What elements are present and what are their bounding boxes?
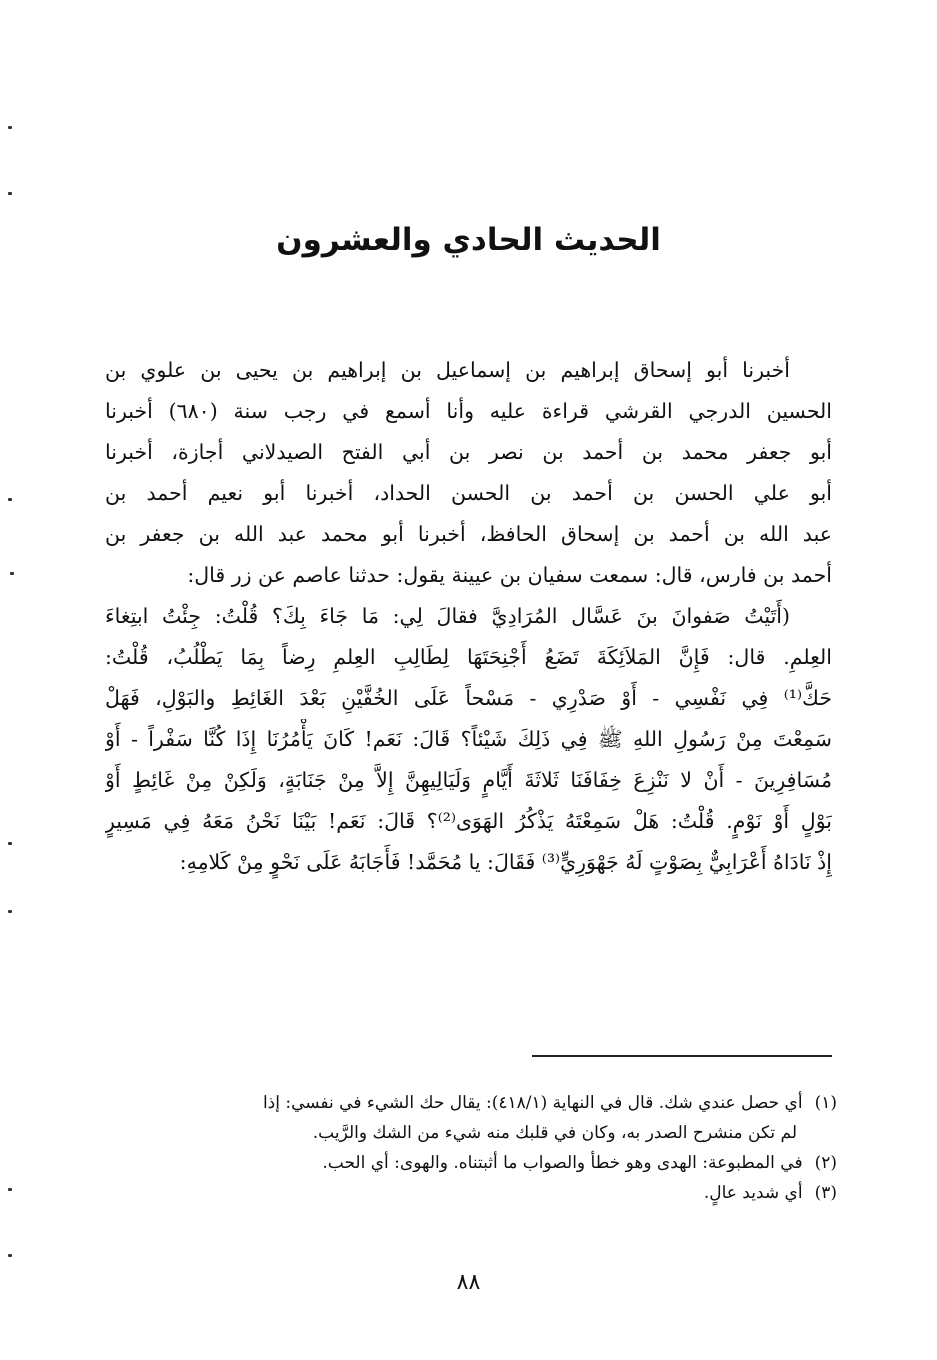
text-line: سَمِعْتَ مِنْ رَسُولِ اللهِ ﷺ فِي ذَلِكَ شَيْئاً؟ قَالَ: نَعَم! كَانَ يَأْمُرُنَا إِذَا كُنَّا سَفْراً - أَوْ: [105, 727, 832, 751]
text-line: حَكَّ⁽¹⁾ فِي نَفْسِي - أَوْ صَدْرِي - مَسْحاً عَلَى الخُفَّيْنِ بَعْدَ الغَائِطِ والبَوْلِ، فَهَلْ: [105, 686, 832, 710]
footnote-text: أي شديد عالٍ.: [703, 1183, 803, 1203]
scan-speck: [8, 842, 12, 845]
text-line: (أَتَيْتُ صَفوانَ بنَ عَسَّال المُرَادِيَّ فقالَ لِي: مَا جَاءَ بِكَ؟ قُلْتُ: جِئْتُ ابتِغاءَ: [105, 604, 790, 628]
footnote-text: في المطبوعة: الهدى وهو خطأ والصواب ما أثبتناه. والهوى: أي الحب.: [322, 1153, 803, 1173]
text-line: مُسَافِرِينَ - أَنْ لا نَنْزِعَ خِفَافَنَا ثَلاثَةَ أَيَّامٍ وَلَيَالِيهِنَّ إِلاَّ مِنْ جَنَابَةٍ، وَلَكِنْ مِنْ غَائِطٍ أَوْ: [105, 768, 832, 792]
text-line: أحمد بن فارس، قال: سمعت سفيان بن عيينة يقول: حدثنا عاصم عن زر قال:: [187, 563, 832, 587]
footnote-2: [110, 1148, 837, 1178]
scan-speck: [8, 910, 12, 913]
footnote-number: (١): [814, 1093, 837, 1113]
footnote-3: [110, 1178, 837, 1208]
footnote-number: (٢): [814, 1153, 837, 1173]
scan-speck: [8, 1254, 12, 1257]
scan-speck: [8, 192, 12, 195]
text-line: بَوْلٍ أَوْ نَوْمٍ. قُلْتُ: هَلْ سَمِعْتَهُ يَذْكُرُ الهَوَى⁽²⁾؟ قَالَ: نَعَم! بَيْنَا نَحْنُ مَعَهُ فِي مَسِيرٍ: [105, 809, 832, 833]
footnote-1: [110, 1088, 837, 1118]
footnote-separator: [532, 1055, 832, 1057]
text-line: أبو جعفر محمد بن أحمد بن نصر بن أبي الفتح الصيدلاني أجازة، أخبرنا: [105, 440, 832, 464]
footnote-text: أي حصل عندي شك. قال في النهاية (٤١٨/١): يقال حك الشيء في نفسي: إذا: [262, 1093, 803, 1113]
footnotes: [110, 1088, 837, 1208]
text-line: إِذْ نَادَاهُ أَعْرَابِيٌّ بِصَوْتٍ لَهُ جَهْوَرِيٍّ⁽³⁾ فَقَالَ: يا مُحَمَّد! فَأَجَابَهُ عَلَى نَحْوٍ مِنْ كَلامِهِ:: [179, 850, 832, 874]
text-line: عبد الله بن أحمد بن إسحاق الحافظ، أخبرنا أبو محمد عبد الله بن جعفر بن: [105, 522, 832, 546]
footnote-text: لم تكن منشرح الصدر به، وكان في قلبك منه شيء من الشك والرَّيب.: [312, 1123, 797, 1143]
hadith-paragraph: [105, 596, 832, 883]
text-line: العِلمِ. قال: فَإِنَّ المَلاَئِكَةَ تَضَعُ أَجْنِحَتَهَا لِطَالِبِ العِلمِ رِضاً بِمَا يَطْلُبُ، قُلْتُ:: [105, 645, 832, 669]
page-number: ٨٨: [456, 1270, 481, 1295]
isnad-paragraph: [105, 350, 832, 596]
footnote-1-continued: [110, 1118, 837, 1148]
chapter-title: الحديث الحادي والعشرون: [276, 222, 661, 258]
scan-speck: [8, 498, 12, 501]
footnote-number: (٣): [814, 1183, 837, 1203]
scan-speck: [8, 126, 12, 129]
text-line: الحسين الدرجي القرشي قراءة عليه وأنا أسمع في رجب سنة (٦٨٠) أخبرنا: [105, 399, 832, 423]
text-line: أخبرنا أبو إسحاق إبراهيم بن إسماعيل بن إبراهيم بن يحيى بن علوي بن: [105, 358, 790, 382]
main-text: [105, 350, 832, 883]
text-line: أبو علي الحسن بن أحمد بن الحسن الحداد، أخبرنا أبو نعيم أحمد بن: [105, 481, 832, 505]
scan-speck: [8, 1188, 12, 1191]
scan-speck: [10, 572, 14, 575]
